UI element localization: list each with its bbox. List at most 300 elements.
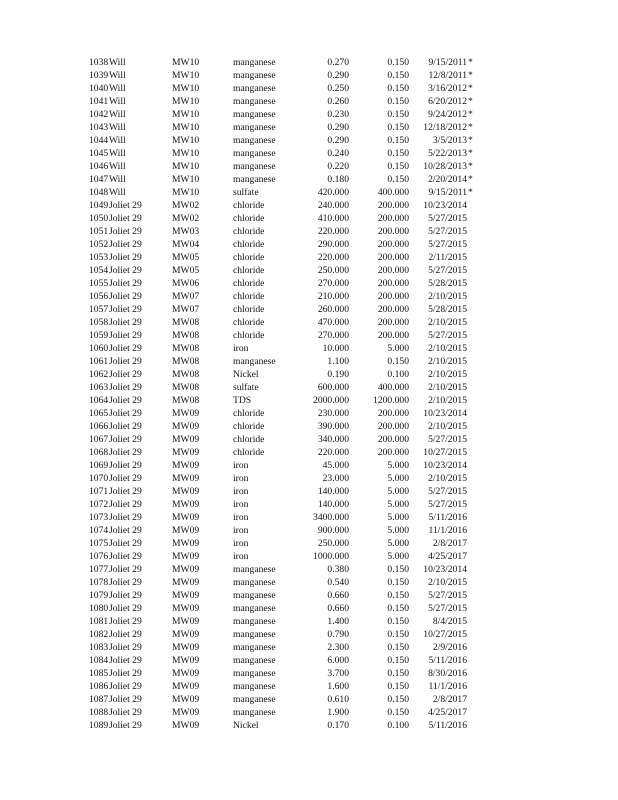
well-id: MW09 [172,706,200,718]
measured-value: 290.000 [317,238,349,250]
well-id: MW09 [172,563,200,575]
standard-value: 200.000 [377,264,409,276]
table-row [0,537,618,550]
sample-date: 5/27/2015 [428,602,467,614]
parameter: manganese [233,615,276,627]
site-name: Joliet 29 [109,329,142,341]
standard-value: 0.150 [387,160,409,172]
parameter: manganese [233,160,276,172]
sample-date: 11/1/2016 [428,680,467,692]
parameter: manganese [233,134,276,146]
site-name: Joliet 29 [109,602,142,614]
parameter: manganese [233,95,276,107]
table-row [0,719,618,732]
measured-value: 3400.000 [313,511,349,523]
standard-value: 200.000 [377,238,409,250]
measured-value: 0.270 [327,56,349,68]
measured-value: 2.300 [327,641,349,653]
measured-value: 140.000 [317,485,349,497]
standard-value: 0.150 [387,563,409,575]
parameter: chloride [233,251,265,263]
measured-value: 23.000 [322,472,349,484]
table-row [0,212,618,225]
measured-value: 900.000 [317,524,349,536]
row-id: 1067 [89,433,109,445]
well-id: MW09 [172,498,200,510]
table-row [0,667,618,680]
parameter: manganese [233,121,276,133]
table-row [0,654,618,667]
sample-date: 3/5/2013 [432,134,467,146]
well-id: MW09 [172,602,200,614]
row-id: 1081 [89,615,109,627]
measured-value: 1.600 [327,680,349,692]
measured-value: 410.000 [317,212,349,224]
row-id: 1070 [89,472,109,484]
measured-value: 260.000 [317,303,349,315]
standard-value: 5.000 [387,342,409,354]
parameter: manganese [233,706,276,718]
well-id: MW09 [172,680,200,692]
site-name: Joliet 29 [109,459,142,471]
site-name: Joliet 29 [109,446,142,458]
table-row [0,615,618,628]
table-row [0,56,618,69]
measured-value: 140.000 [317,498,349,510]
table-row [0,121,618,134]
table-row [0,329,618,342]
table-row [0,550,618,563]
well-id: MW09 [172,576,200,588]
parameter: manganese [233,56,276,68]
well-id: MW10 [172,134,200,146]
table-row [0,290,618,303]
measured-value: 270.000 [317,329,349,341]
well-id: MW09 [172,446,200,458]
well-id: MW09 [172,654,200,666]
well-id: MW09 [172,719,200,731]
row-id: 1062 [89,368,109,380]
site-name: Will [109,134,126,146]
table-row [0,82,618,95]
sample-date: 2/10/2015 [428,316,467,328]
well-id: MW08 [172,394,200,406]
site-name: Joliet 29 [109,277,142,289]
site-name: Joliet 29 [109,550,142,562]
flag-marker: * [468,147,473,159]
parameter: iron [233,485,249,497]
measured-value: 210.000 [317,290,349,302]
standard-value: 0.150 [387,602,409,614]
flag-marker: * [468,121,473,133]
table-row [0,225,618,238]
site-name: Joliet 29 [109,212,142,224]
standard-value: 5.000 [387,550,409,562]
standard-value: 200.000 [377,446,409,458]
row-id: 1075 [89,537,109,549]
site-name: Joliet 29 [109,693,142,705]
table-row [0,628,618,641]
parameter: chloride [233,225,265,237]
table-row [0,524,618,537]
parameter: manganese [233,108,276,120]
measured-value: 0.250 [327,82,349,94]
measured-value: 0.380 [327,563,349,575]
sample-date: 5/11/2016 [428,719,467,731]
table-row [0,251,618,264]
parameter: chloride [233,238,265,250]
table-row [0,173,618,186]
row-id: 1050 [89,212,109,224]
site-name: Will [109,69,126,81]
standard-value: 0.150 [387,173,409,185]
flag-marker: * [468,82,473,94]
well-id: MW03 [172,225,200,237]
standard-value: 0.150 [387,56,409,68]
standard-value: 200.000 [377,407,409,419]
site-name: Joliet 29 [109,368,142,380]
site-name: Joliet 29 [109,589,142,601]
table-row [0,394,618,407]
row-id: 1083 [89,641,109,653]
parameter: manganese [233,576,276,588]
row-id: 1048 [89,186,109,198]
row-id: 1076 [89,550,109,562]
row-id: 1060 [89,342,109,354]
sample-date: 5/27/2015 [428,485,467,497]
measured-value: 230.000 [317,407,349,419]
standard-value: 5.000 [387,472,409,484]
site-name: Joliet 29 [109,628,142,640]
well-id: MW10 [172,56,200,68]
parameter: chloride [233,433,265,445]
parameter: manganese [233,69,276,81]
standard-value: 1200.000 [373,394,409,406]
sample-date: 4/25/2017 [428,550,467,562]
standard-value: 0.150 [387,121,409,133]
sample-date: 2/9/2016 [432,641,467,653]
well-id: MW02 [172,199,200,211]
measured-value: 250.000 [317,264,349,276]
sample-date: 2/8/2017 [432,537,467,549]
sample-date: 5/27/2015 [428,329,467,341]
table-row [0,238,618,251]
measured-value: 220.000 [317,251,349,263]
parameter: iron [233,342,249,354]
site-name: Joliet 29 [109,199,142,211]
parameter: iron [233,459,249,471]
standard-value: 0.150 [387,680,409,692]
standard-value: 0.150 [387,589,409,601]
row-id: 1088 [89,706,109,718]
sample-date: 2/8/2017 [432,693,467,705]
measured-value: 0.290 [327,69,349,81]
measured-value: 1.100 [327,355,349,367]
standard-value: 200.000 [377,225,409,237]
standard-value: 0.150 [387,706,409,718]
sample-date: 10/27/2015 [423,446,467,458]
row-id: 1059 [89,329,109,341]
table-row [0,69,618,82]
well-id: MW08 [172,329,200,341]
row-id: 1055 [89,277,109,289]
site-name: Joliet 29 [109,472,142,484]
well-id: MW08 [172,316,200,328]
sample-date: 5/27/2015 [428,212,467,224]
well-id: MW10 [172,121,200,133]
sample-date: 10/27/2015 [423,628,467,640]
flag-marker: * [468,56,473,68]
well-id: MW09 [172,550,200,562]
well-id: MW10 [172,95,200,107]
table-row [0,108,618,121]
parameter: chloride [233,407,265,419]
row-id: 1085 [89,667,109,679]
row-id: 1049 [89,199,109,211]
site-name: Joliet 29 [109,511,142,523]
site-name: Joliet 29 [109,563,142,575]
row-id: 1065 [89,407,109,419]
well-id: MW09 [172,511,200,523]
well-id: MW09 [172,420,200,432]
standard-value: 0.150 [387,134,409,146]
measured-value: 220.000 [317,225,349,237]
parameter: chloride [233,316,265,328]
measured-value: 390.000 [317,420,349,432]
standard-value: 5.000 [387,498,409,510]
standard-value: 200.000 [377,433,409,445]
site-name: Will [109,147,126,159]
sample-date: 8/4/2015 [432,615,467,627]
sample-date: 5/27/2015 [428,225,467,237]
measured-value: 0.230 [327,108,349,120]
site-name: Joliet 29 [109,719,142,731]
sample-date: 2/10/2015 [428,420,467,432]
well-id: MW08 [172,368,200,380]
standard-value: 200.000 [377,212,409,224]
standard-value: 0.150 [387,69,409,81]
standard-value: 0.150 [387,628,409,640]
row-id: 1038 [89,56,109,68]
measured-value: 250.000 [317,537,349,549]
standard-value: 0.100 [387,368,409,380]
sample-date: 2/10/2015 [428,472,467,484]
well-id: MW09 [172,537,200,549]
table-row [0,147,618,160]
standard-value: 0.150 [387,667,409,679]
parameter: manganese [233,82,276,94]
sample-date: 2/10/2015 [428,394,467,406]
well-id: MW09 [172,485,200,497]
measured-value: 600.000 [317,381,349,393]
sample-date: 2/10/2015 [428,342,467,354]
table-row [0,602,618,615]
measured-value: 240.000 [317,199,349,211]
row-id: 1077 [89,563,109,575]
standard-value: 5.000 [387,537,409,549]
well-id: MW08 [172,342,200,354]
flag-marker: * [468,108,473,120]
measured-value: 45.000 [322,459,349,471]
flag-marker: * [468,186,473,198]
parameter: manganese [233,680,276,692]
sample-date: 5/11/2016 [428,511,467,523]
site-name: Joliet 29 [109,225,142,237]
sample-date: 12/8/2011 [428,69,467,81]
site-name: Joliet 29 [109,238,142,250]
sample-date: 5/22/2013 [428,147,467,159]
standard-value: 0.150 [387,82,409,94]
site-name: Joliet 29 [109,251,142,263]
measured-value: 0.260 [327,95,349,107]
parameter: iron [233,537,249,549]
row-id: 1071 [89,485,109,497]
well-id: MW04 [172,238,200,250]
table-row [0,316,618,329]
sample-date: 2/11/2015 [428,251,467,263]
table-row [0,485,618,498]
standard-value: 200.000 [377,290,409,302]
table-row [0,303,618,316]
standard-value: 200.000 [377,303,409,315]
measured-value: 6.000 [327,654,349,666]
well-id: MW09 [172,693,200,705]
standard-value: 0.150 [387,108,409,120]
site-name: Joliet 29 [109,433,142,445]
row-id: 1078 [89,576,109,588]
sample-date: 11/1/2016 [428,524,467,536]
table-row [0,693,618,706]
standard-value: 5.000 [387,524,409,536]
table-row [0,134,618,147]
table-row [0,407,618,420]
table-row [0,511,618,524]
measured-value: 0.290 [327,134,349,146]
well-id: MW09 [172,667,200,679]
well-id: MW09 [172,641,200,653]
standard-value: 200.000 [377,277,409,289]
well-id: MW02 [172,212,200,224]
table-row [0,472,618,485]
site-name: Joliet 29 [109,498,142,510]
sample-date: 5/27/2015 [428,498,467,510]
row-id: 1051 [89,225,109,237]
standard-value: 200.000 [377,251,409,263]
table-row [0,199,618,212]
sample-date: 3/16/2012 [428,82,467,94]
measured-value: 0.660 [327,602,349,614]
row-id: 1040 [89,82,109,94]
sample-date: 2/20/2014 [428,173,467,185]
well-id: MW09 [172,433,200,445]
measured-value: 0.240 [327,147,349,159]
row-id: 1043 [89,121,109,133]
well-id: MW09 [172,615,200,627]
parameter: chloride [233,290,265,302]
row-id: 1054 [89,264,109,276]
table-row [0,641,618,654]
well-id: MW09 [172,407,200,419]
sample-date: 8/30/2016 [428,667,467,679]
standard-value: 0.150 [387,654,409,666]
table-row [0,706,618,719]
row-id: 1069 [89,459,109,471]
flag-marker: * [468,95,473,107]
row-id: 1089 [89,719,109,731]
row-id: 1074 [89,524,109,536]
site-name: Joliet 29 [109,654,142,666]
sample-date: 5/28/2015 [428,303,467,315]
site-name: Will [109,173,126,185]
parameter: chloride [233,277,265,289]
table-row [0,446,618,459]
row-id: 1041 [89,95,109,107]
row-id: 1087 [89,693,109,705]
sample-date: 5/27/2015 [428,238,467,250]
parameter: manganese [233,628,276,640]
measured-value: 340.000 [317,433,349,445]
measured-value: 270.000 [317,277,349,289]
table-row [0,277,618,290]
table-row [0,576,618,589]
parameter: Nickel [233,719,259,731]
well-id: MW10 [172,69,200,81]
standard-value: 200.000 [377,329,409,341]
site-name: Will [109,82,126,94]
site-name: Joliet 29 [109,303,142,315]
standard-value: 200.000 [377,199,409,211]
well-id: MW09 [172,628,200,640]
flag-marker: * [468,134,473,146]
parameter: sulfate [233,186,259,198]
sample-date: 2/10/2015 [428,355,467,367]
sample-date: 10/23/2014 [423,459,467,471]
site-name: Joliet 29 [109,641,142,653]
well-id: MW09 [172,524,200,536]
row-id: 1057 [89,303,109,315]
sample-date: 4/25/2017 [428,706,467,718]
table-row [0,342,618,355]
measured-value: 0.790 [327,628,349,640]
parameter: manganese [233,173,276,185]
site-name: Joliet 29 [109,290,142,302]
parameter: manganese [233,147,276,159]
measured-value: 0.610 [327,693,349,705]
standard-value: 200.000 [377,420,409,432]
standard-value: 200.000 [377,316,409,328]
parameter: chloride [233,199,265,211]
table-row [0,160,618,173]
site-name: Joliet 29 [109,381,142,393]
measured-value: 1000.000 [313,550,349,562]
measured-value: 220.000 [317,446,349,458]
measured-value: 3.700 [327,667,349,679]
parameter: manganese [233,667,276,679]
well-id: MW10 [172,108,200,120]
parameter: iron [233,524,249,536]
parameter: TDS [233,394,252,406]
measured-value: 1.900 [327,706,349,718]
sample-date: 5/27/2015 [428,589,467,601]
sample-date: 10/28/2013 [423,160,467,172]
site-name: Joliet 29 [109,342,142,354]
table-row [0,95,618,108]
sample-date: 9/24/2012 [428,108,467,120]
table-row [0,563,618,576]
parameter: sulfate [233,381,259,393]
well-id: MW08 [172,355,200,367]
well-id: MW10 [172,82,200,94]
